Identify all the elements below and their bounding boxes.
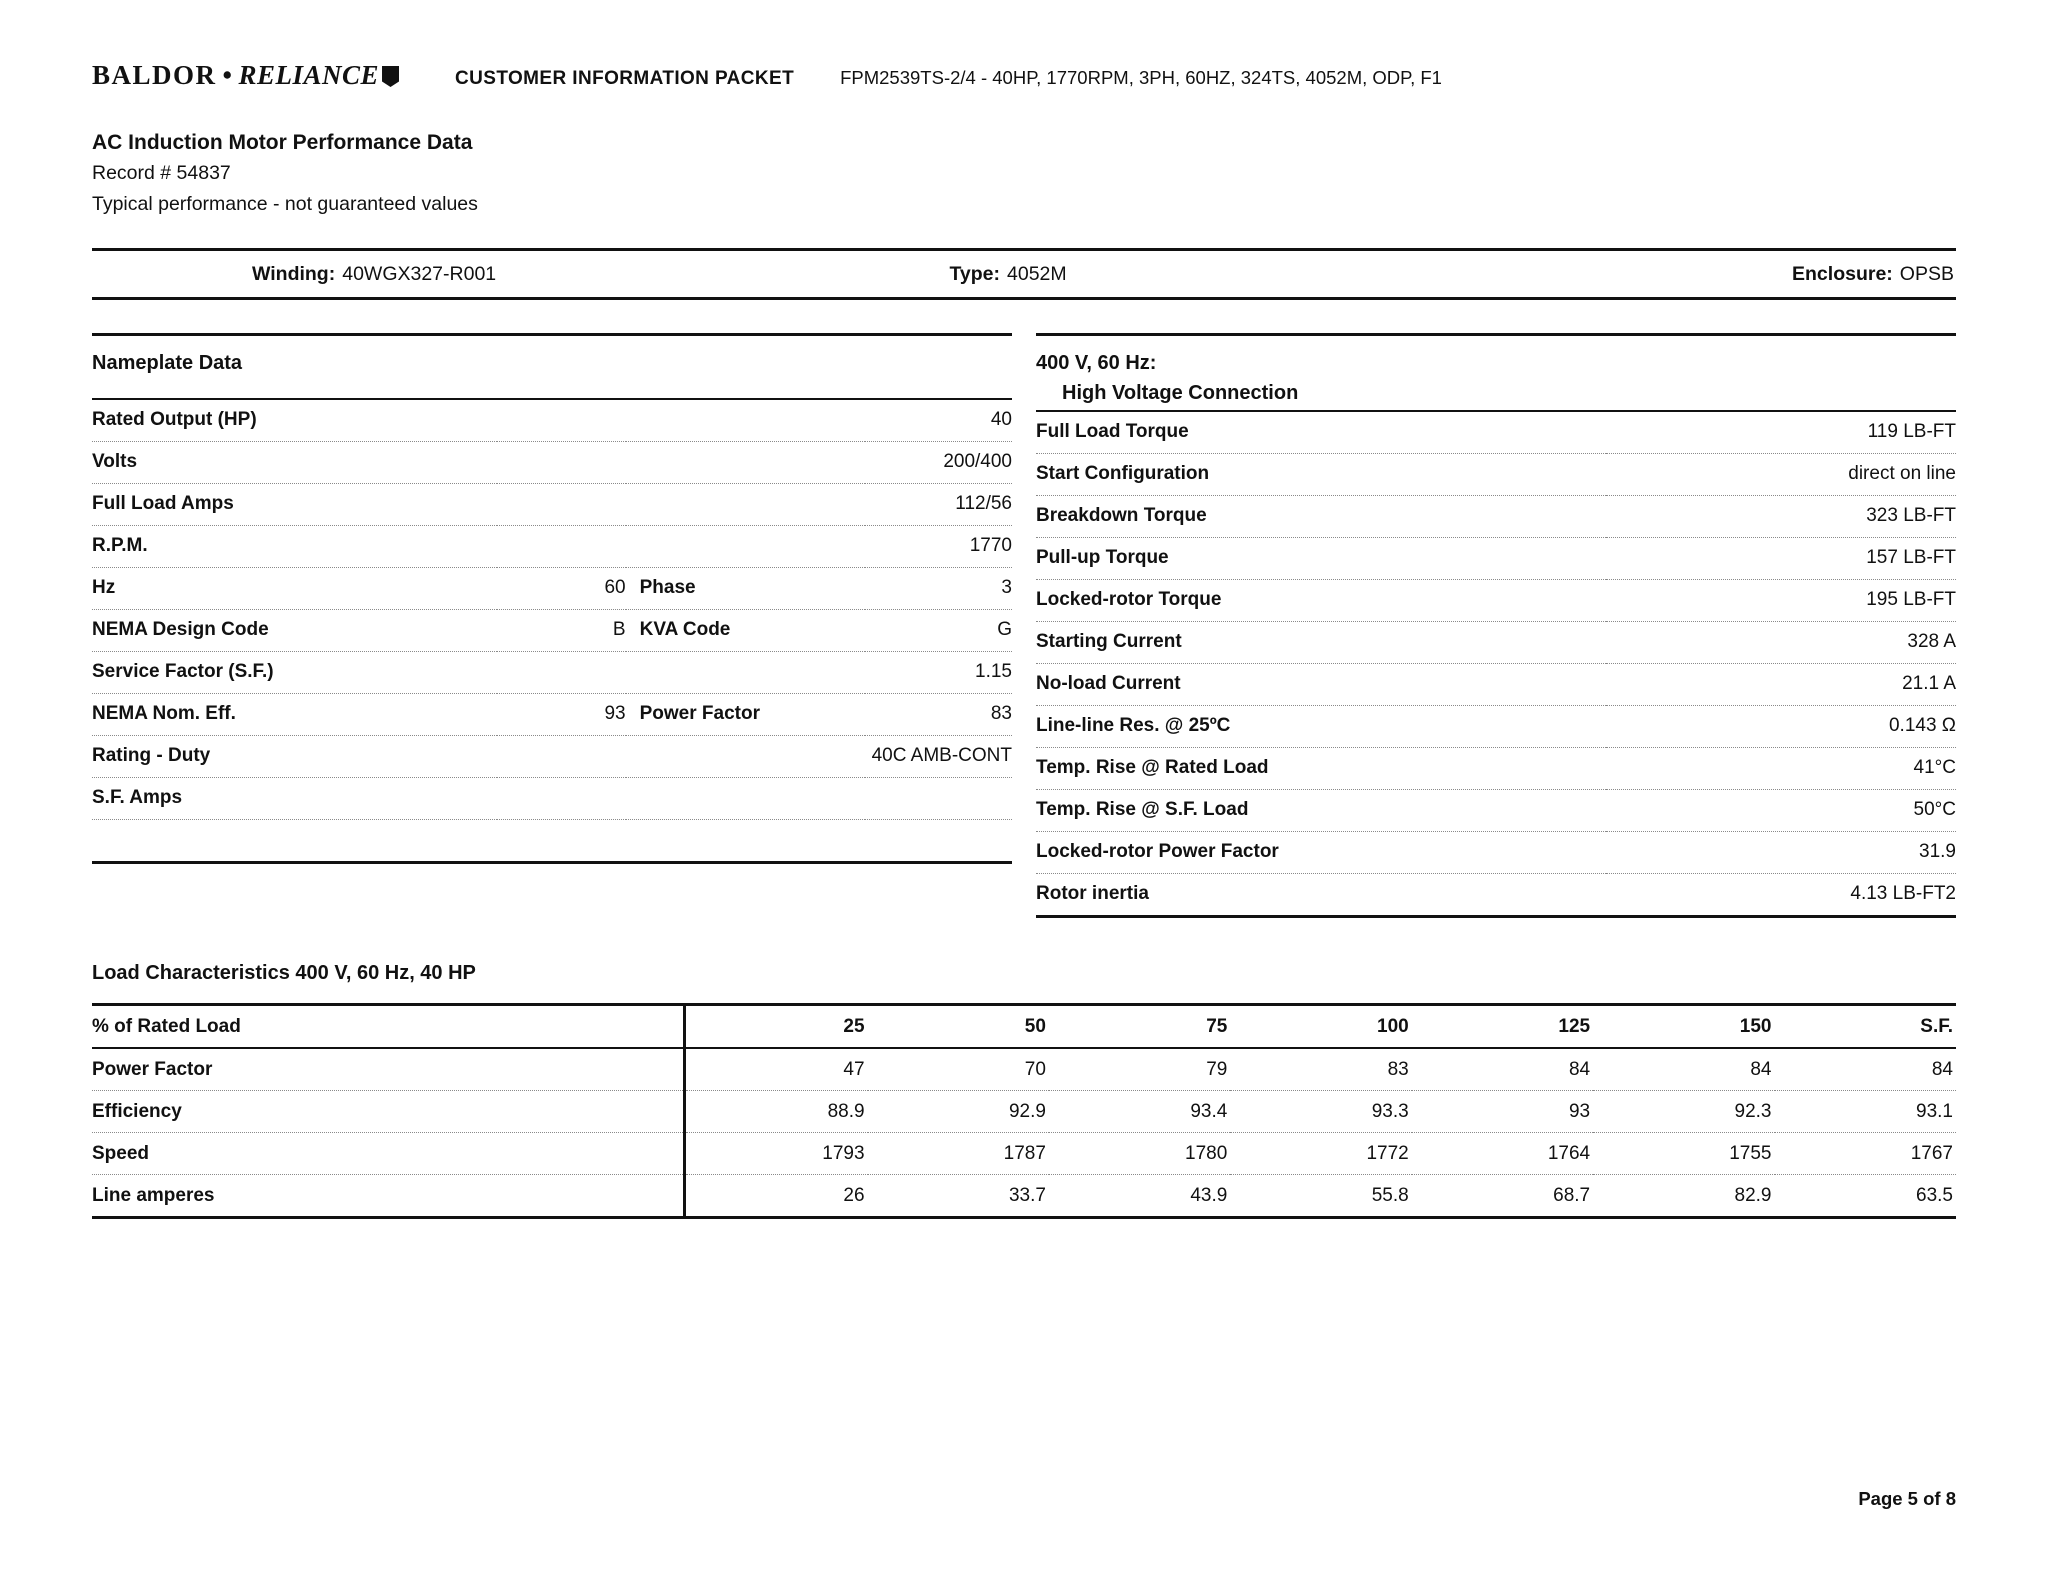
model-description: FPM2539TS-2/4 - 40HP, 1770RPM, 3PH, 60HZ, 324TS, 4052M, ODP, F1 [840,67,1442,88]
column-header: 75 [1049,1005,1230,1049]
page-number: Page 5 of 8 [1858,1488,1956,1509]
row-mid-label [626,736,865,778]
data-columns [92,333,1956,918]
row-value: 4.13 LB-FT2 [1606,874,1956,916]
cell-value: 79 [1049,1048,1230,1091]
row-label: Rating - Duty [92,736,497,778]
table-row [92,652,1012,694]
table-row [92,1048,1956,1091]
row-value: 50°C [1606,790,1956,832]
row-label: Start Configuration [1036,454,1606,496]
table-row-blank [92,820,1012,862]
row-label: Efficiency [92,1091,685,1133]
table-row [92,694,1012,736]
table-row [1036,832,1956,874]
row-label: Full Load Amps [92,484,497,526]
high-voltage-table-bottom-rule [1036,915,1956,918]
nameplate-table [92,398,1012,861]
table-row [92,736,1012,778]
title-block [92,128,1956,220]
row-mid-label [626,778,865,820]
cell-value: 33.7 [868,1175,1049,1218]
packet-title: CUSTOMER INFORMATION PACKET [455,68,795,89]
table-row [1036,664,1956,706]
row-mid-label: Phase [626,568,865,610]
cell-value: 88.9 [685,1091,868,1133]
row-label: Service Factor (S.F.) [92,652,497,694]
table-row [92,568,1012,610]
table-row [92,484,1012,526]
table-row [1036,411,1956,454]
row-label: No-load Current [1036,664,1606,706]
load-characteristics-table [92,1003,1956,1219]
row-label: Locked-rotor Torque [1036,580,1606,622]
row-value: 119 LB-FT [1606,411,1956,454]
nameplate-table-bottom-rule [92,861,1012,864]
winding-field [92,263,949,286]
row-value: 157 LB-FT [1606,538,1956,580]
row-mid-value [497,652,626,694]
column-header: % of Rated Load [92,1005,685,1049]
table-row [92,1133,1956,1175]
cell-value: 84 [1593,1048,1774,1091]
high-voltage-heading-line2: High Voltage Connection [1062,382,1299,404]
table-row [1036,454,1956,496]
enclosure-label: Enclosure: [1792,262,1893,285]
cell-value: 68.7 [1412,1175,1593,1218]
row-label: Volts [92,442,497,484]
row-value [865,778,1012,820]
table-row [1036,748,1956,790]
document-header [92,60,1956,96]
column-header: 125 [1412,1005,1593,1049]
row-spacer [865,820,1012,862]
winding-value: 40WGX327-R001 [342,262,497,285]
type-value: 4052M [1007,262,1067,285]
row-value: 41°C [1606,748,1956,790]
row-mid-label [626,399,865,442]
cell-value: 55.8 [1230,1175,1411,1218]
cell-value: 1772 [1230,1133,1411,1175]
table-row [1036,496,1956,538]
row-value: 21.1 A [1606,664,1956,706]
row-value: 40C AMB-CONT [865,736,1012,778]
cell-value: 84 [1412,1048,1593,1091]
high-voltage-heading [1036,333,1956,410]
row-mid-label [626,526,865,568]
record-number: Record # 54837 [92,162,231,184]
table-row [92,442,1012,484]
row-value: 0.143 Ω [1606,706,1956,748]
cell-value: 83 [1230,1048,1411,1091]
type-label: Type: [949,262,1000,285]
row-value: 328 A [1606,622,1956,664]
row-label: NEMA Design Code [92,610,497,652]
table-row [92,399,1012,442]
row-label: Hz [92,568,497,610]
row-label: Rated Output (HP) [92,399,497,442]
row-mid-label: Power Factor [626,694,865,736]
table-row [1036,790,1956,832]
row-label: Speed [92,1133,685,1175]
cell-value: 92.3 [1593,1091,1774,1133]
row-label: Temp. Rise @ S.F. Load [1036,790,1606,832]
performance-note: Typical performance - not guaranteed values [92,193,478,215]
high-voltage-heading-line1: 400 V, 60 Hz: [1036,352,1157,374]
column-header: 100 [1230,1005,1411,1049]
cell-value: 84 [1775,1048,1957,1091]
cell-value: 82.9 [1593,1175,1774,1218]
cell-value: 47 [685,1048,868,1091]
brand-baldor: BALDOR [92,60,217,90]
row-mid-value: 93 [497,694,626,736]
row-value: 1.15 [865,652,1012,694]
row-spacer [497,820,626,862]
cell-value: 43.9 [1049,1175,1230,1218]
table-row [1036,538,1956,580]
row-value: direct on line [1606,454,1956,496]
load-characteristics-title: Load Characteristics 400 V, 60 Hz, 40 HP [92,962,476,984]
row-value: 3 [865,568,1012,610]
table-row [1036,580,1956,622]
row-mid-value [497,736,626,778]
row-value: G [865,610,1012,652]
nameplate-section [92,333,1012,918]
row-label: R.P.M. [92,526,497,568]
high-voltage-table [1036,410,1956,915]
row-label: Starting Current [1036,622,1606,664]
row-value: 31.9 [1606,832,1956,874]
nameplate-heading: Nameplate Data [92,333,1012,398]
row-mid-value: B [497,610,626,652]
winding-summary-bar [92,248,1956,300]
row-label: S.F. Amps [92,778,497,820]
table-row [1036,706,1956,748]
winding-label: Winding: [252,262,336,285]
table-row [1036,874,1956,916]
table-row [92,1175,1956,1218]
column-header: 25 [685,1005,868,1049]
brand-separator: • [222,60,233,90]
cell-value: 93.1 [1775,1091,1957,1133]
row-mid-label [626,484,865,526]
column-header: S.F. [1775,1005,1957,1049]
table-row [1036,622,1956,664]
table-row [92,610,1012,652]
column-gap [1012,333,1036,918]
row-label: Rotor inertia [1036,874,1606,916]
row-value: 200/400 [865,442,1012,484]
cell-value: 1755 [1593,1133,1774,1175]
row-value: 195 LB-FT [1606,580,1956,622]
row-label: Temp. Rise @ Rated Load [1036,748,1606,790]
row-label: Power Factor [92,1048,685,1091]
row-label: Pull-up Torque [1036,538,1606,580]
row-value: 40 [865,399,1012,442]
row-mid-value [497,399,626,442]
brand-reliance: RELIANCE [238,60,380,90]
row-mid-label [626,652,865,694]
row-spacer [626,820,865,862]
table-row [92,1091,1956,1133]
row-label: Line-line Res. @ 25ºC [1036,706,1606,748]
cell-value: 93 [1412,1091,1593,1133]
cell-value: 1780 [1049,1133,1230,1175]
table-header-row [92,1005,1956,1049]
row-label: Line amperes [92,1175,685,1218]
type-field [949,263,1508,286]
row-spacer [92,820,497,862]
row-mid-value [497,442,626,484]
high-voltage-section [1036,333,1956,918]
row-label: Full Load Torque [1036,411,1606,454]
enclosure-value: OPSB [1899,262,1954,285]
cell-value: 26 [685,1175,868,1218]
row-label: Breakdown Torque [1036,496,1606,538]
row-mid-label: KVA Code [626,610,865,652]
cell-value: 93.3 [1230,1091,1411,1133]
row-mid-label [626,442,865,484]
enclosure-field [1509,263,1956,286]
table-row [92,526,1012,568]
row-mid-value: 60 [497,568,626,610]
row-mid-value [497,484,626,526]
cell-value: 1787 [868,1133,1049,1175]
row-value: 1770 [865,526,1012,568]
row-value: 323 LB-FT [1606,496,1956,538]
column-header: 150 [1593,1005,1774,1049]
cell-value: 92.9 [868,1091,1049,1133]
cell-value: 70 [868,1048,1049,1091]
baldor-reliance-logo [92,60,399,91]
cell-value: 1764 [1412,1133,1593,1175]
cell-value: 93.4 [1049,1091,1230,1133]
banner-icon [382,66,399,87]
row-mid-value [497,778,626,820]
row-value: 112/56 [865,484,1012,526]
row-label: Locked-rotor Power Factor [1036,832,1606,874]
page-title: AC Induction Motor Performance Data [92,131,473,154]
cell-value: 1793 [685,1133,868,1175]
row-label: NEMA Nom. Eff. [92,694,497,736]
cell-value: 63.5 [1775,1175,1957,1218]
row-mid-value [497,526,626,568]
table-row [92,778,1012,820]
cell-value: 1767 [1775,1133,1957,1175]
row-value: 83 [865,694,1012,736]
column-header: 50 [868,1005,1049,1049]
